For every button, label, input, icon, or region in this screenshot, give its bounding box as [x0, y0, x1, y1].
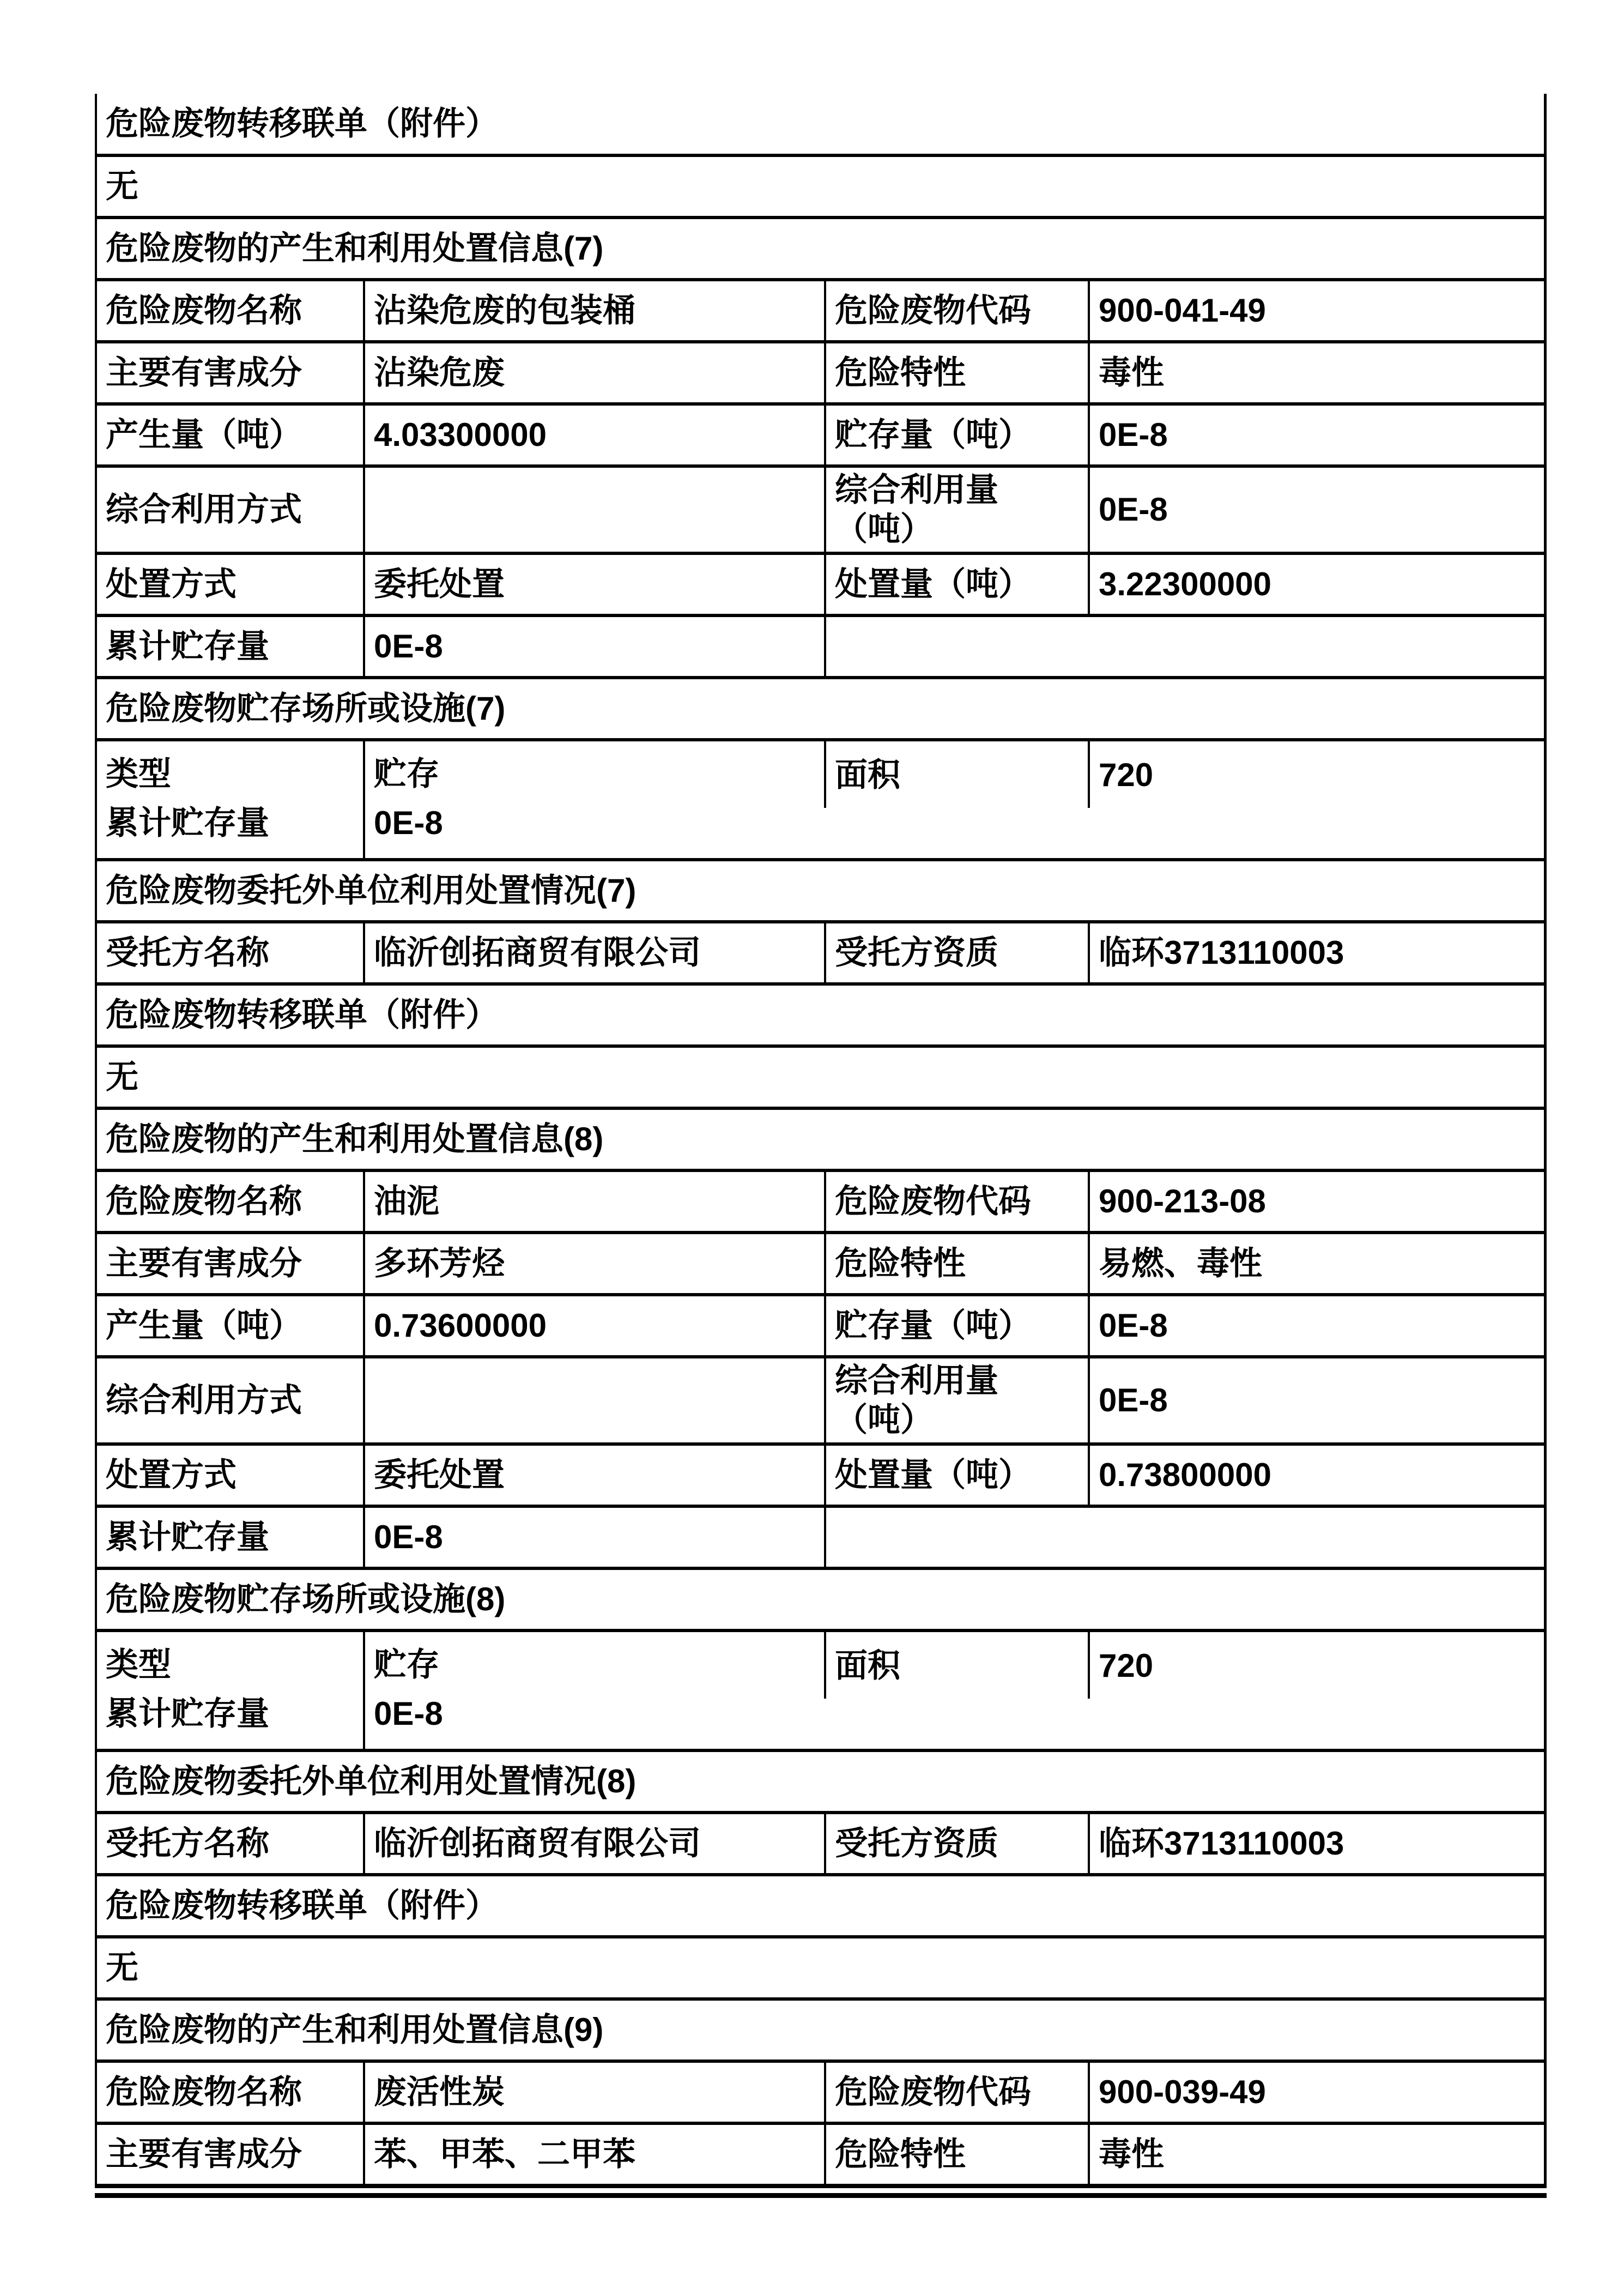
- storage-facility-row: [97, 738, 1544, 858]
- row-text: 无: [106, 1059, 138, 1095]
- full-width-row: [97, 982, 1544, 1044]
- row-text: 危险废物转移联单（附件）: [106, 996, 498, 1033]
- field-label: 产生量（吨）: [106, 416, 302, 453]
- field-value: 易燃、毒性: [1088, 1234, 1544, 1293]
- field-row: [97, 1169, 1544, 1231]
- field-label: 贮存量（吨）: [824, 406, 1088, 464]
- empty-merged-cell: [824, 617, 1544, 676]
- field-row: [97, 464, 1544, 552]
- full-width-row: [97, 1567, 1544, 1629]
- full-width-row: [97, 94, 1544, 154]
- field-label: 危险废物代码: [824, 2063, 1088, 2122]
- field-label: 累计贮存量: [106, 1695, 269, 1732]
- storage-values-cell: [363, 741, 824, 858]
- full-width-row: [97, 1935, 1544, 1997]
- field-value: 0.73800000: [1088, 1446, 1544, 1505]
- field-label: 受托方名称: [106, 934, 269, 971]
- field-value: 900-039-49: [1088, 2063, 1544, 2122]
- field-value: 900-041-49: [1088, 281, 1544, 340]
- field-value: 毒性: [1088, 2125, 1544, 2184]
- field-value: 0.73600000: [363, 1296, 824, 1355]
- row-text: 危险废物委托外单位利用处置情况(8): [106, 1763, 637, 1799]
- field-value: 0E-8: [374, 1695, 443, 1732]
- field-value: 4.03300000: [363, 406, 824, 464]
- field-value: 0E-8: [1088, 1296, 1544, 1355]
- field-value: 临沂创拓商贸有限公司: [363, 1814, 824, 1873]
- field-label: 处置量（吨）: [824, 1446, 1088, 1505]
- field-value: 毒性: [1088, 343, 1544, 402]
- field-label: 处置方式: [106, 1457, 237, 1493]
- row-text: 危险废物转移联单（附件）: [106, 1887, 498, 1924]
- row-text: 危险废物的产生和利用处置信息(8): [106, 1121, 604, 1157]
- field-row: [97, 2122, 1544, 2184]
- field-row: [97, 1355, 1544, 1442]
- field-value: 临环3713110003: [1088, 1814, 1544, 1873]
- field-row: [97, 552, 1544, 614]
- field-value: 0E-8: [1088, 406, 1544, 464]
- field-label: 综合利用量（吨）: [824, 1358, 1088, 1442]
- merged-field-row: [97, 614, 1544, 676]
- empty-merged-cell: [824, 1508, 1544, 1567]
- field-value: 临沂创拓商贸有限公司: [363, 923, 824, 982]
- field-label: 产生量（吨）: [106, 1307, 302, 1344]
- full-width-row: [97, 1107, 1544, 1169]
- full-width-row: [97, 1997, 1544, 2060]
- field-label: 危险废物名称: [106, 1183, 302, 1219]
- field-label: 类型: [106, 1646, 171, 1683]
- field-value: 0E-8: [363, 617, 824, 676]
- field-value: 沾染危废的包装桶: [363, 281, 824, 340]
- field-label: 受托方名称: [106, 1825, 269, 1862]
- field-label: 综合利用方式: [106, 1382, 302, 1418]
- field-row: [97, 1293, 1544, 1355]
- field-label: 受托方资质: [824, 1814, 1088, 1873]
- document-page: [95, 94, 1547, 2198]
- field-row: [97, 1811, 1544, 1873]
- row-text: 危险废物贮存场所或设施(7): [106, 690, 506, 727]
- field-label: 危险特性: [824, 2125, 1088, 2184]
- field-label: 累计贮存量: [106, 1519, 269, 1555]
- field-value: 委托处置: [363, 1446, 824, 1505]
- row-text: 危险废物转移联单（附件）: [106, 105, 498, 142]
- field-label: 受托方资质: [824, 923, 1088, 982]
- field-label: 类型: [106, 756, 171, 792]
- field-row: [97, 402, 1544, 464]
- field-label: 综合利用量（吨）: [824, 468, 1088, 552]
- full-width-row: [97, 154, 1544, 216]
- row-text: 无: [106, 1949, 138, 1986]
- row-text: 危险废物的产生和利用处置信息(9): [106, 2012, 604, 2048]
- full-width-row: [97, 216, 1544, 278]
- field-value: 3.22300000: [1088, 555, 1544, 614]
- full-width-row: [97, 1873, 1544, 1935]
- storage-labels-cell: [97, 1632, 363, 1749]
- field-label: 危险废物名称: [106, 2074, 302, 2110]
- row-text: 危险废物的产生和利用处置信息(7): [106, 230, 604, 267]
- field-label: 主要有害成分: [106, 2136, 302, 2172]
- field-row: [97, 1442, 1544, 1505]
- row-text: 危险废物贮存场所或设施(8): [106, 1581, 506, 1617]
- field-value: 720: [1088, 741, 1544, 858]
- field-label: 危险特性: [824, 343, 1088, 402]
- field-label: 贮存量（吨）: [824, 1296, 1088, 1355]
- field-value: 多环芳烃: [363, 1234, 824, 1293]
- field-label: 处置量（吨）: [824, 555, 1088, 614]
- field-value: 0E-8: [363, 1508, 824, 1567]
- field-value: 油泥: [363, 1172, 824, 1231]
- field-label: 处置方式: [106, 566, 237, 602]
- field-row: [97, 2060, 1544, 2122]
- field-value: 临环3713110003: [1088, 923, 1544, 982]
- row-text: 无: [106, 168, 138, 204]
- field-label: 危险废物代码: [824, 1172, 1088, 1231]
- field-label: 主要有害成分: [106, 354, 302, 391]
- field-label: 面积: [824, 1632, 1088, 1749]
- field-value: 废活性炭: [363, 2063, 824, 2122]
- field-label: 危险废物代码: [824, 281, 1088, 340]
- field-label: 主要有害成分: [106, 1245, 302, 1282]
- field-label: 累计贮存量: [106, 805, 269, 841]
- field-value: 沾染危废: [363, 343, 824, 402]
- merged-field-row: [97, 1505, 1544, 1567]
- storage-facility-row: [97, 1629, 1544, 1749]
- field-row: [97, 340, 1544, 402]
- field-label: 综合利用方式: [106, 491, 302, 528]
- field-value: 贮存: [374, 756, 439, 792]
- field-label: 累计贮存量: [106, 628, 269, 665]
- field-label: 危险特性: [824, 1234, 1088, 1293]
- field-label: 面积: [824, 741, 1088, 858]
- field-row: [97, 1231, 1544, 1293]
- table-end-double-border: [95, 2184, 1547, 2198]
- field-value: 贮存: [374, 1646, 439, 1683]
- field-value: [363, 1358, 824, 1442]
- field-row: [97, 920, 1544, 982]
- field-value: 900-213-08: [1088, 1172, 1544, 1231]
- row-text: 危险废物委托外单位利用处置情况(7): [106, 872, 637, 909]
- field-value: 0E-8: [374, 805, 443, 841]
- field-value: 委托处置: [363, 555, 824, 614]
- field-value: 苯、甲苯、二甲苯: [363, 2125, 824, 2184]
- full-width-row: [97, 858, 1544, 920]
- storage-labels-cell: [97, 741, 363, 858]
- full-width-row: [97, 1749, 1544, 1811]
- hazardous-waste-report-table: [95, 94, 1547, 2184]
- storage-values-cell: [363, 1632, 824, 1749]
- field-label: 危险废物名称: [106, 292, 302, 329]
- field-row: [97, 278, 1544, 340]
- full-width-row: [97, 1044, 1544, 1107]
- full-width-row: [97, 676, 1544, 738]
- field-value: 0E-8: [1088, 468, 1544, 552]
- field-value: [363, 468, 824, 552]
- field-value: 0E-8: [1088, 1358, 1544, 1442]
- field-value: 720: [1088, 1632, 1544, 1749]
